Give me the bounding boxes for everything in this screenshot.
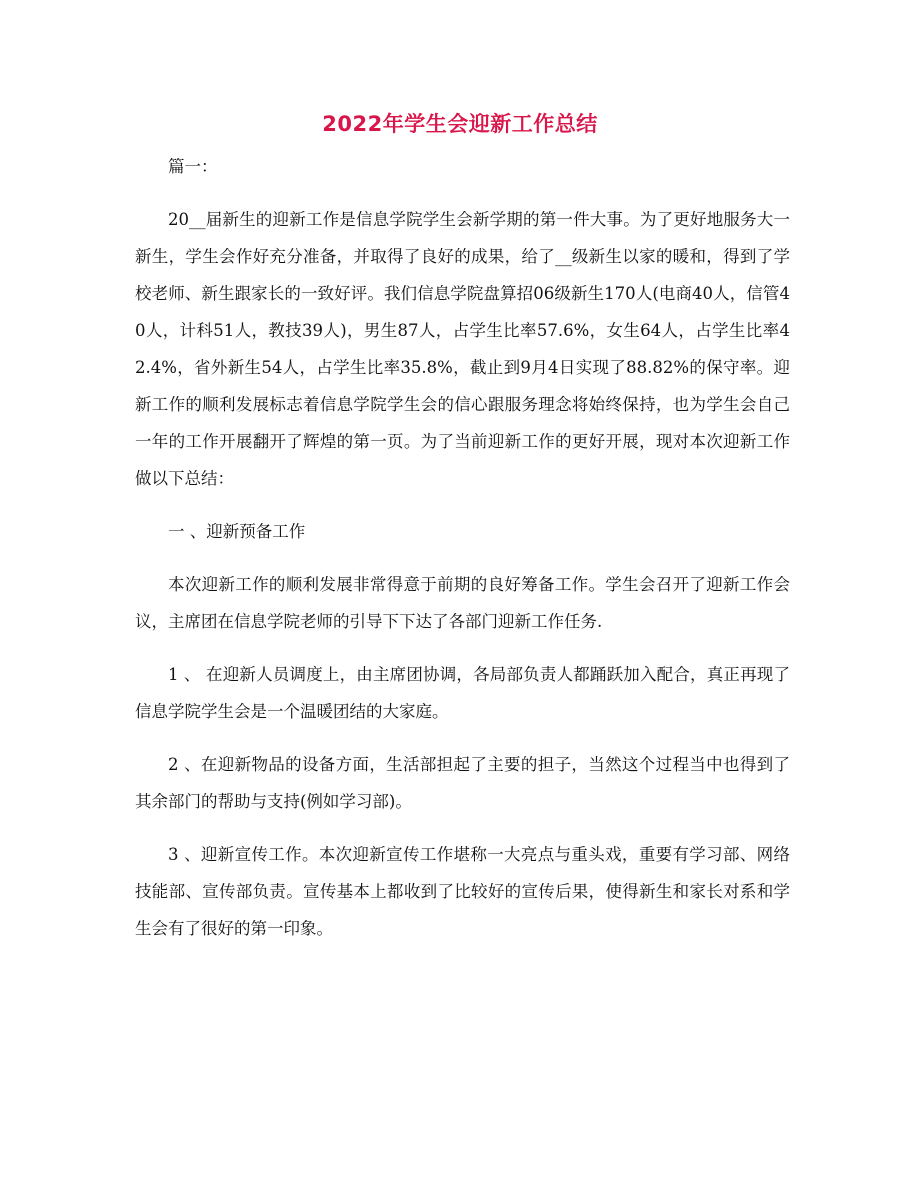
paragraph-preparation: 本次迎新工作的顺利发展非常得意于前期的良好筹备工作。学生会召开了迎新工作会议，主席团在信息学院老师的引导下下达了各部门迎新工作任务. (135, 575, 790, 631)
paragraph-item-3: 3 、迎新宣传工作。本次迎新宣传工作堪称一大亮点与重头戏，重要有学习部、网络技能部、宣传部负责。宣传基本上都收到了比较好的宣传后果，使得新生和家长对系和学生会有了很好的第一印象。 (135, 845, 790, 938)
paragraph-section-label: 篇一： (168, 157, 218, 176)
paragraph-item-2: 2 、在迎新物品的设备方面，生活部担起了主要的担子，当然这个过程当中也得到了其余部门的帮助与支持(例如学习部)。 (135, 755, 790, 811)
paragraph-item-1: 1 、 在迎新人员调度上，由主席团协调，各局部负责人都踊跃加入配合，真正再现了信息学院学生会是一个温暖团结的大家庭。 (135, 665, 790, 721)
paragraph-intro: 20__届新生的迎新工作是信息学院学生会新学期的第一件大事。为了更好地服务大一新生，学生会作好充分准备，并取得了良好的成果，给了__级新生以家的暖和，得到了学校老师、新生跟家长的一致好评。我们信息学院盘算招06级新生170人(电商40人，信管40人，计科51人，教技39人)，男生87人，占学生比率57.6%，女生64人，占学生比率42.4%，省外新生54人，占学生比率35.8%，截止到9月4日实现了88.82%的保守率。迎新工作的顺利发展标志着信息学院学生会的信心跟服务理念将始终保持，也为学生会自己一年的工作开展翻开了辉煌的第一页。为了当前迎新工作的更好开展，现对本次迎新工作做以下总结： (135, 210, 790, 488)
document-body (135, 148, 790, 963)
paragraph-heading-preparation: 一 、迎新预备工作 (168, 522, 306, 541)
document-title: 2022年学生会迎新工作总结 (322, 112, 598, 136)
